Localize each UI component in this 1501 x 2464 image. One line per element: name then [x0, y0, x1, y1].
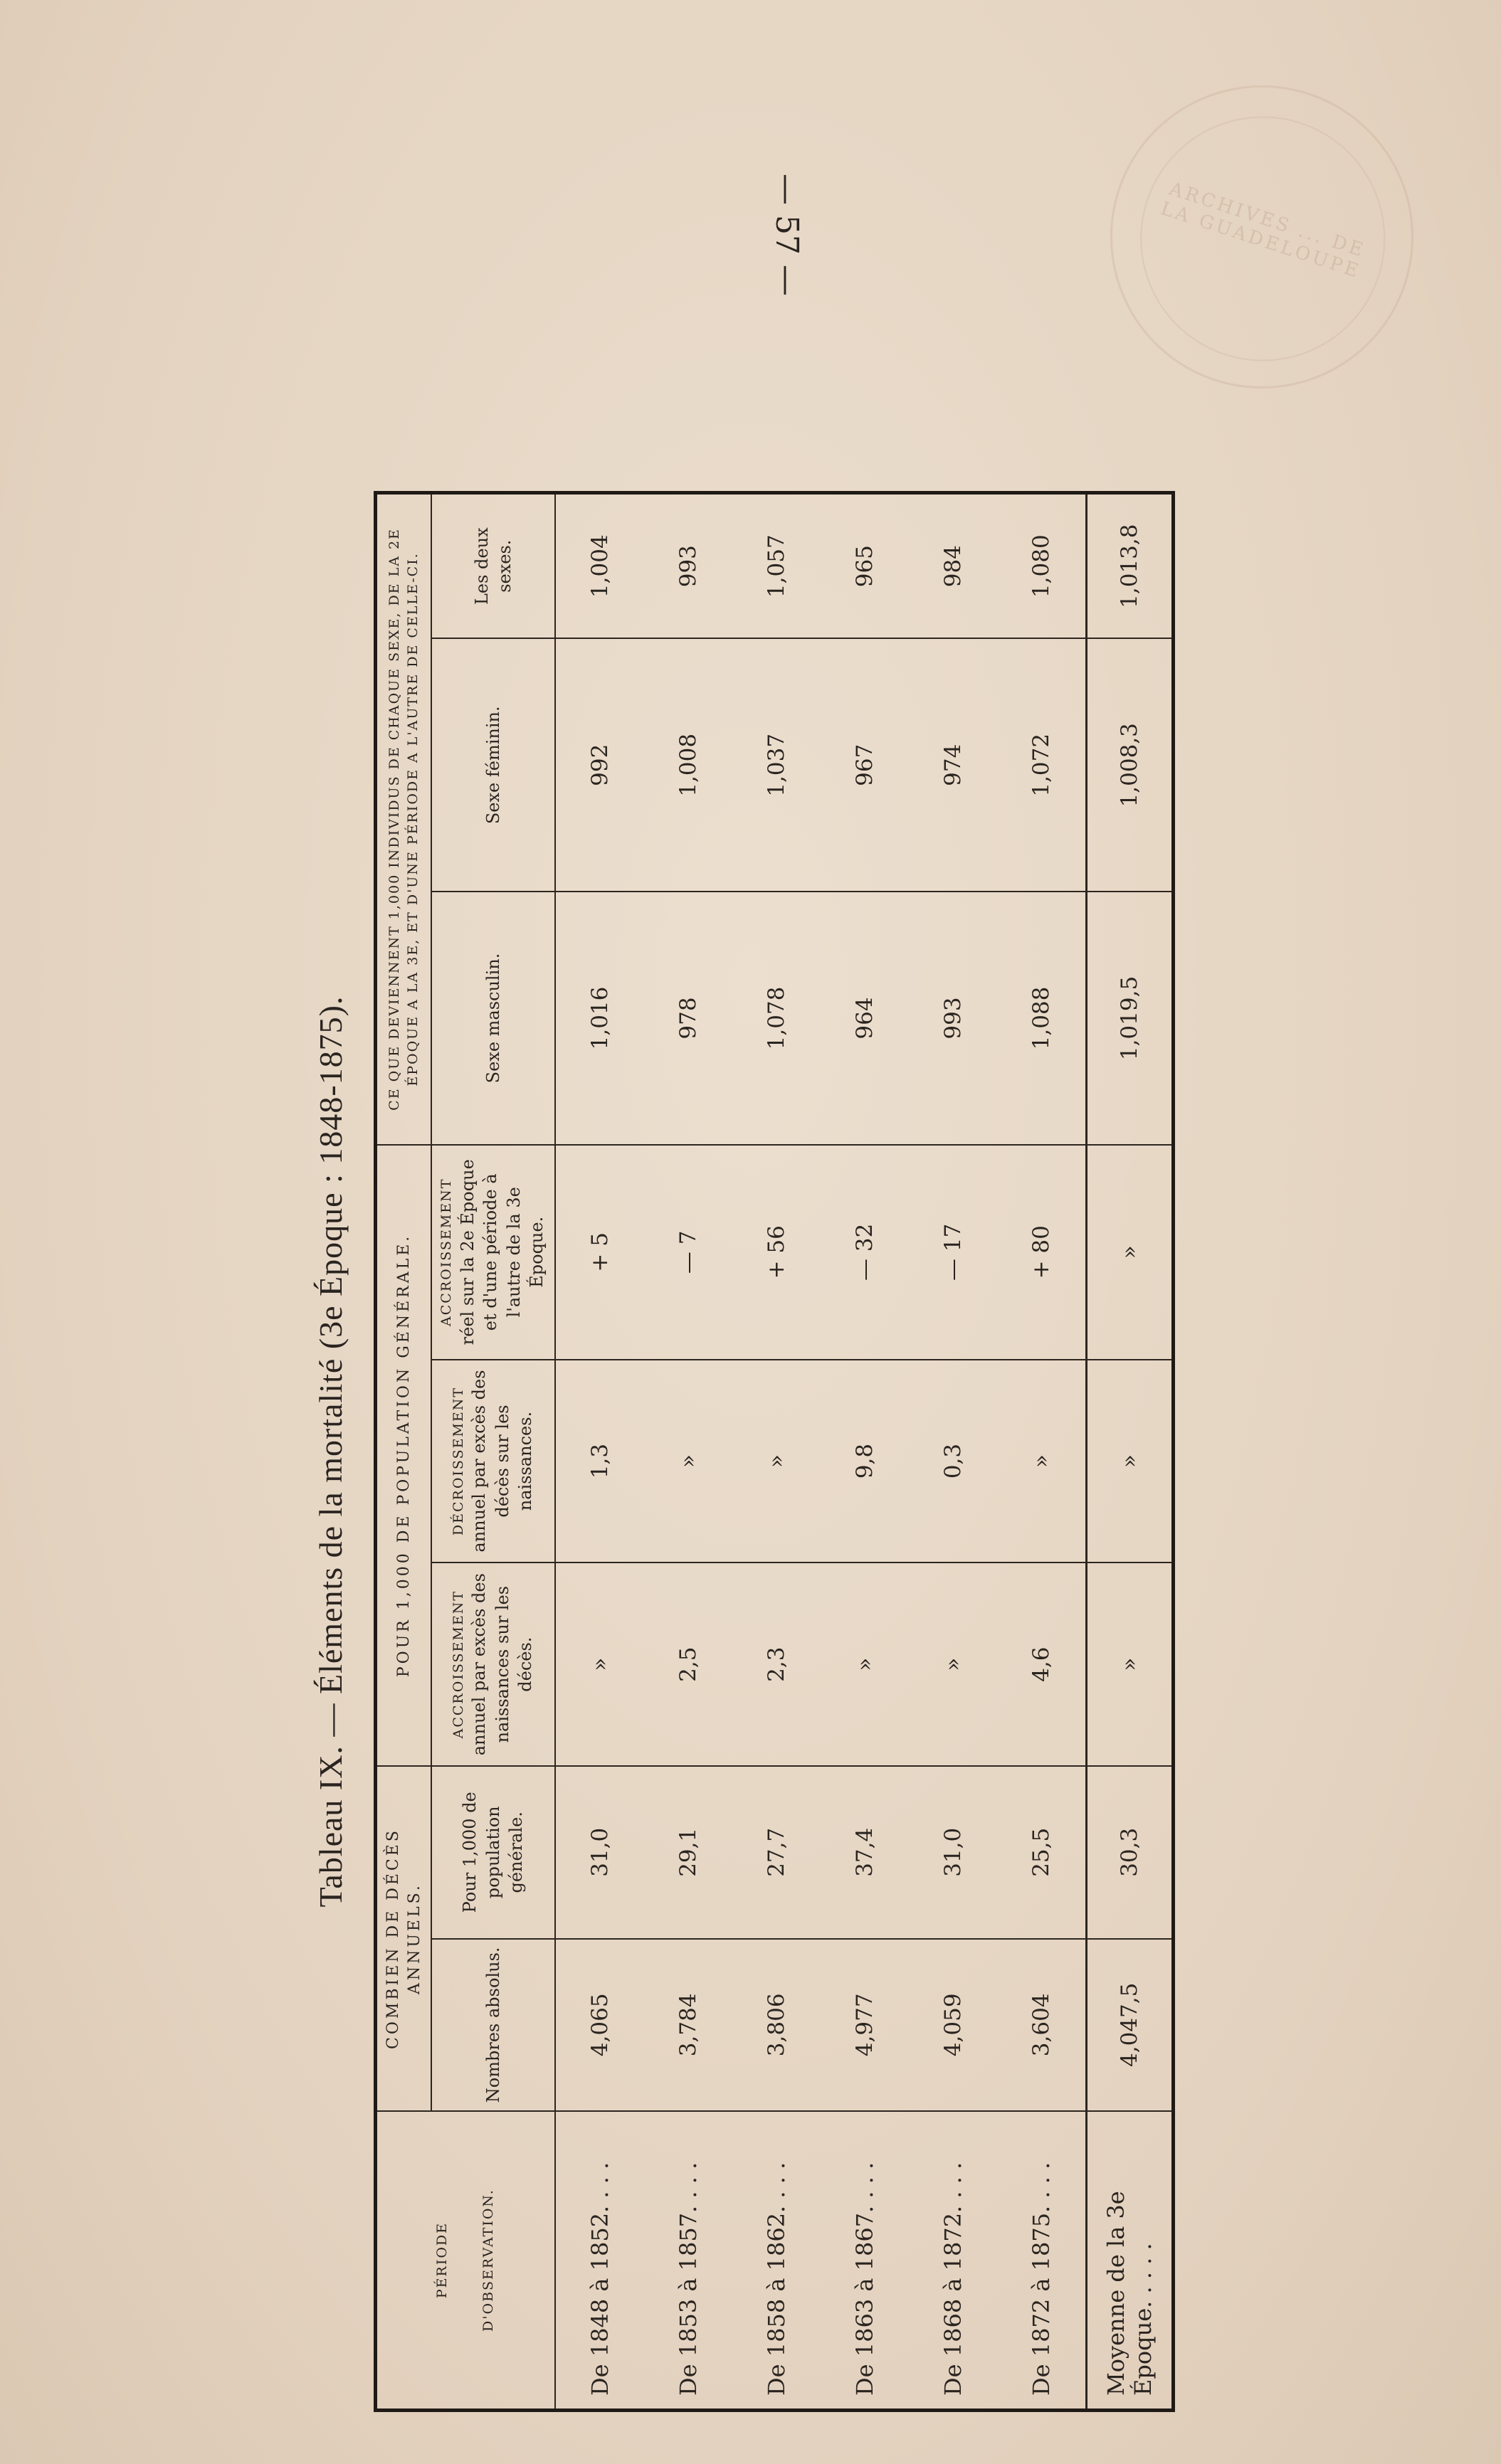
table-row — [644, 493, 732, 2411]
table-row — [997, 493, 1087, 2411]
header-periode-label: PÉRIODE — [433, 2221, 450, 2299]
cell-accr: 2,3 — [732, 1563, 821, 1766]
header-reel-text: réel sur la 2e Époque et d'une période à l'autre de la 3e Époque. — [458, 1159, 547, 1345]
cell-decr: » — [1086, 1360, 1173, 1563]
cell-masc: 964 — [821, 892, 909, 1145]
header-deux-sexes: Les deux sexes. — [431, 493, 554, 639]
cell-fem: 1,037 — [732, 638, 821, 892]
header-sexe-masculin: Sexe masculin. — [431, 892, 554, 1145]
average-row — [1086, 493, 1173, 2411]
header-accroissement-text: annuel par excès des naissances sur les décès. — [469, 1573, 535, 1756]
cell-accr: » — [1086, 1563, 1173, 1766]
cell-masc: 1,016 — [555, 892, 644, 1145]
cell-per1000: 27,7 — [732, 1766, 821, 1939]
cell-decr: 1,3 — [555, 1360, 644, 1563]
cell-per1000: 31,0 — [909, 1766, 997, 1939]
header-accroissement — [431, 1563, 554, 1766]
cell-fem: 1,072 — [997, 638, 1087, 892]
cell-per1000: 30,3 — [1086, 1766, 1173, 1939]
cell-both: 1,057 — [732, 493, 821, 639]
cell-masc: 1,088 — [997, 892, 1087, 1145]
cell-abs: 3,806 — [732, 1939, 821, 2112]
header-nombres-absolus: Nombres absolus. — [431, 1939, 554, 2112]
cell-fem: 1,008,3 — [1086, 638, 1173, 892]
header-pour-1000: Pour 1,000 de population générale. — [431, 1766, 554, 1939]
cell-period: De 1853 à 1857. . . . — [644, 2111, 732, 2410]
cell-period: De 1858 à 1862. . . . — [732, 2111, 821, 2410]
header-row-groups — [376, 493, 432, 2411]
cell-reel: — 32 — [821, 1145, 909, 1360]
table-row — [732, 493, 821, 2411]
header-decroissement-text: annuel par excès des décès sur les naissances. — [469, 1370, 535, 1553]
cell-period: De 1868 à 1872. . . . — [909, 2111, 997, 2410]
cell-abs: 4,059 — [909, 1939, 997, 2112]
header-accroissement-reel — [431, 1145, 554, 1360]
cell-fem: 967 — [821, 638, 909, 892]
cell-masc: 993 — [909, 892, 997, 1145]
archive-stamp — [1071, 46, 1453, 428]
mortality-table — [374, 491, 1175, 2412]
cell-abs: 3,784 — [644, 1939, 732, 2112]
cell-reel: + 5 — [555, 1145, 644, 1360]
cell-masc: 978 — [644, 892, 732, 1145]
table-caption — [288, 487, 374, 2416]
header-decroissement — [431, 1360, 554, 1563]
cell-accr: » — [555, 1563, 644, 1766]
cell-abs: 4,065 — [555, 1939, 644, 2112]
table-row — [909, 493, 997, 2411]
cell-abs: 3,604 — [997, 1939, 1087, 2112]
header-observation-label: D'OBSERVATION. — [480, 2189, 497, 2332]
header-population-group: POUR 1,000 DE POPULATION GÉNÉRALE. — [376, 1145, 432, 1766]
page-number — [715, 174, 858, 296]
rotated-table-sheet — [288, 487, 1320, 2416]
cell-per1000: 29,1 — [644, 1766, 732, 1939]
header-reel-title: ACCROISSEMENT — [438, 1178, 455, 1326]
cell-abs: 4,047,5 — [1086, 1939, 1173, 2112]
cell-fem: 1,008 — [644, 638, 732, 892]
header-deces-group: COMBIEN DE DÉCÈS ANNUELS. — [376, 1766, 432, 2111]
table-row — [821, 493, 909, 2411]
cell-both: 965 — [821, 493, 909, 639]
header-accroissement-title: ACCROISSEMENT — [450, 1590, 466, 1739]
cell-reel: — 17 — [909, 1145, 997, 1360]
table-caption-text: Tableau IX. — Éléments de la mortalité (3e Époque : 1848-1875). — [312, 995, 349, 1908]
cell-abs: 4,977 — [821, 1939, 909, 2112]
cell-accr: » — [909, 1563, 997, 1766]
cell-both: 1,080 — [997, 493, 1087, 639]
cell-period: De 1863 à 1867. . . . — [821, 2111, 909, 2410]
header-periode — [376, 2111, 555, 2410]
cell-decr: 0,3 — [909, 1360, 997, 1563]
cell-masc: 1,078 — [732, 892, 821, 1145]
cell-per1000: 31,0 — [555, 1766, 644, 1939]
cell-decr: » — [644, 1360, 732, 1563]
cell-masc: 1,019,5 — [1086, 892, 1173, 1145]
archive-stamp-text: ARCHIVES ... DE LA GUADELOUPE — [1158, 178, 1369, 283]
page-number-text: — 57 — — [769, 174, 805, 296]
cell-decr: » — [732, 1360, 821, 1563]
cell-decr: » — [997, 1360, 1087, 1563]
cell-reel: + 80 — [997, 1145, 1087, 1360]
cell-both: 984 — [909, 493, 997, 639]
table-row — [555, 493, 644, 2411]
cell-reel: » — [1086, 1145, 1173, 1360]
cell-fem: 992 — [555, 638, 644, 892]
cell-accr: » — [821, 1563, 909, 1766]
cell-period: De 1872 à 1875. . . . — [997, 2111, 1087, 2410]
cell-both: 993 — [644, 493, 732, 639]
cell-per1000: 37,4 — [821, 1766, 909, 1939]
header-decroissement-title: DÉCROISSEMENT — [450, 1386, 466, 1536]
cell-both: 1,013,8 — [1086, 493, 1173, 639]
header-individus-group: CE QUE DEVIENNENT 1,000 INDIVIDUS DE CHAQUE SEXE, DE LA 2E ÉPOQUE A LA 3E, ET D'UNE PÉRIODE A L'AUTRE DE CELLE-CI. — [376, 493, 432, 1145]
cell-fem: 974 — [909, 638, 997, 892]
cell-decr: 9,8 — [821, 1360, 909, 1563]
cell-reel: — 7 — [644, 1145, 732, 1360]
cell-period: Moyenne de la 3e Époque. . . . . — [1086, 2111, 1173, 2410]
cell-period: De 1848 à 1852. . . . — [555, 2111, 644, 2410]
cell-accr: 4,6 — [997, 1563, 1087, 1766]
cell-both: 1,004 — [555, 493, 644, 639]
header-sexe-feminin: Sexe féminin. — [431, 638, 554, 892]
cell-accr: 2,5 — [644, 1563, 732, 1766]
cell-reel: + 56 — [732, 1145, 821, 1360]
cell-per1000: 25,5 — [997, 1766, 1087, 1939]
